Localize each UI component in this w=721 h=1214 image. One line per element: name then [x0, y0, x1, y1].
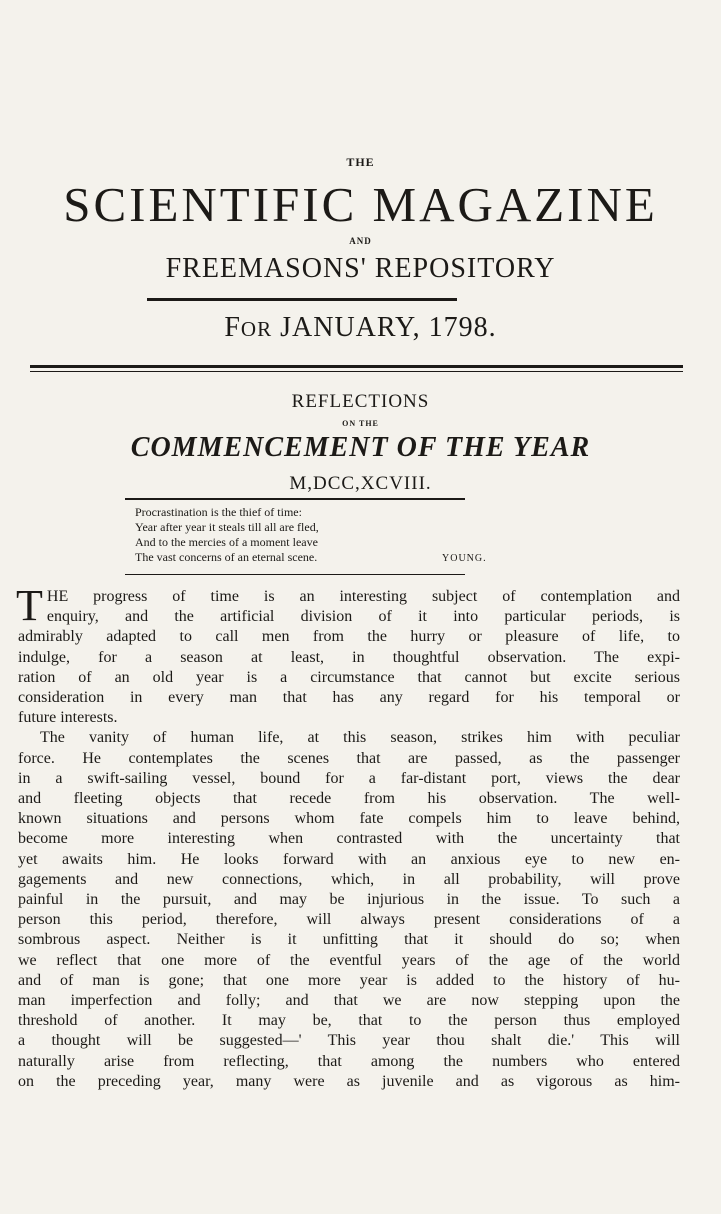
masthead-rule [147, 298, 457, 301]
text-line: and fleeting objects that recede from his observation. The well- [18, 790, 680, 808]
text-line: indulge, for a season at least, in thoughtful observation. The expi- [18, 648, 680, 666]
epigraph-rule-top [125, 498, 465, 500]
epigraph [135, 505, 319, 565]
text-line: person this period, therefore, will always present considerations of a [18, 911, 680, 929]
text-line: yet awaits him. He looks forward with an anxious eye to new en- [18, 850, 680, 868]
text-line: admirably adapted to call men from the hurry or pleasure of life, to [18, 628, 680, 646]
epigraph-author: YOUNG. [442, 553, 487, 564]
epigraph-rule-bottom [125, 574, 465, 575]
epigraph-line: The vast concerns of an eternal scene. [135, 550, 318, 564]
epigraph-line: Procrastination is the thief of time: [135, 505, 302, 519]
masthead-and: AND [349, 236, 372, 246]
epigraph-line: Year after year it steals till all are fled, [135, 520, 319, 534]
text-line: and of man is gone; that one more year is added to the history of hu- [18, 971, 680, 989]
issue-for-rest: OR [240, 317, 273, 341]
masthead-the: THE [346, 155, 375, 169]
text-line: gagements and new connections, which, in all probability, will prove [18, 870, 680, 888]
text-line: threshold of another. It may be, that to the person thus employed [18, 1012, 680, 1030]
drop-cap: T [16, 581, 43, 630]
paragraph-1-opening [16, 581, 680, 630]
text-line: a thought will be suggested—' This year thou shalt die.' This will [18, 1032, 680, 1050]
article-heading-reflections: REFLECTIONS [291, 391, 430, 412]
text-line: HE progress of time is an interesting subject of contemplation and [46, 588, 680, 605]
text-line: on the preceding year, many were as juvenile and as vigorous as him- [18, 1072, 680, 1090]
text-line: The vanity of human life, at this season, strikes him with peculiar [40, 729, 680, 747]
text-line: sombrous aspect. Neither is it unfitting that it should do so; when [18, 931, 680, 949]
magazine-subtitle: FREEMASONS' REPOSITORY [165, 253, 556, 284]
section-rule-thin [30, 371, 683, 372]
text-line: enquiry, and the artificial division of it into particular periods, is [46, 608, 680, 626]
article-heading-commencement: COMMENCEMENT OF THE YEAR [130, 432, 591, 463]
magazine-title: SCIENTIFIC MAGAZINE [63, 177, 658, 232]
text-line: ration of an old year is a circumstance that cannot but excite serious [18, 668, 680, 686]
article-heading-year: M,DCC,XCVIII. [289, 473, 432, 494]
text-line: become more interesting when contrasted with the uncertainty that [18, 830, 680, 848]
text-line: known situations and persons whom fate compels him to leave behind, [18, 810, 680, 828]
issue-month-year: JANUARY, 1798. [272, 312, 497, 343]
text-line: we reflect that one more of the eventful years of the age of the world [18, 951, 680, 969]
article-body [16, 581, 680, 1092]
text-line: naturally arise from reflecting, that among the numbers who entered [18, 1052, 680, 1070]
text-line: future interests. [18, 709, 118, 727]
text-line: man imperfection and folly; and that we are now stepping upon the [18, 992, 680, 1010]
text-line: in a swift-sailing vessel, bound for a far-distant port, views the dear [18, 769, 680, 787]
section-rule-thick [30, 365, 683, 368]
text-line: consideration in every man that has any regard for his temporal or [18, 689, 680, 707]
issue-for-initial: F [224, 312, 241, 343]
epigraph-line: And to the mercies of a moment leave [135, 535, 318, 549]
text-line: force. He contemplates the scenes that are passed, as the passenger [18, 749, 680, 767]
issue-date [0, 314, 721, 342]
article-heading-on-the: ON THE [342, 419, 379, 428]
text-line: painful in the pursuit, and may be injurious in the issue. To such a [18, 891, 680, 909]
